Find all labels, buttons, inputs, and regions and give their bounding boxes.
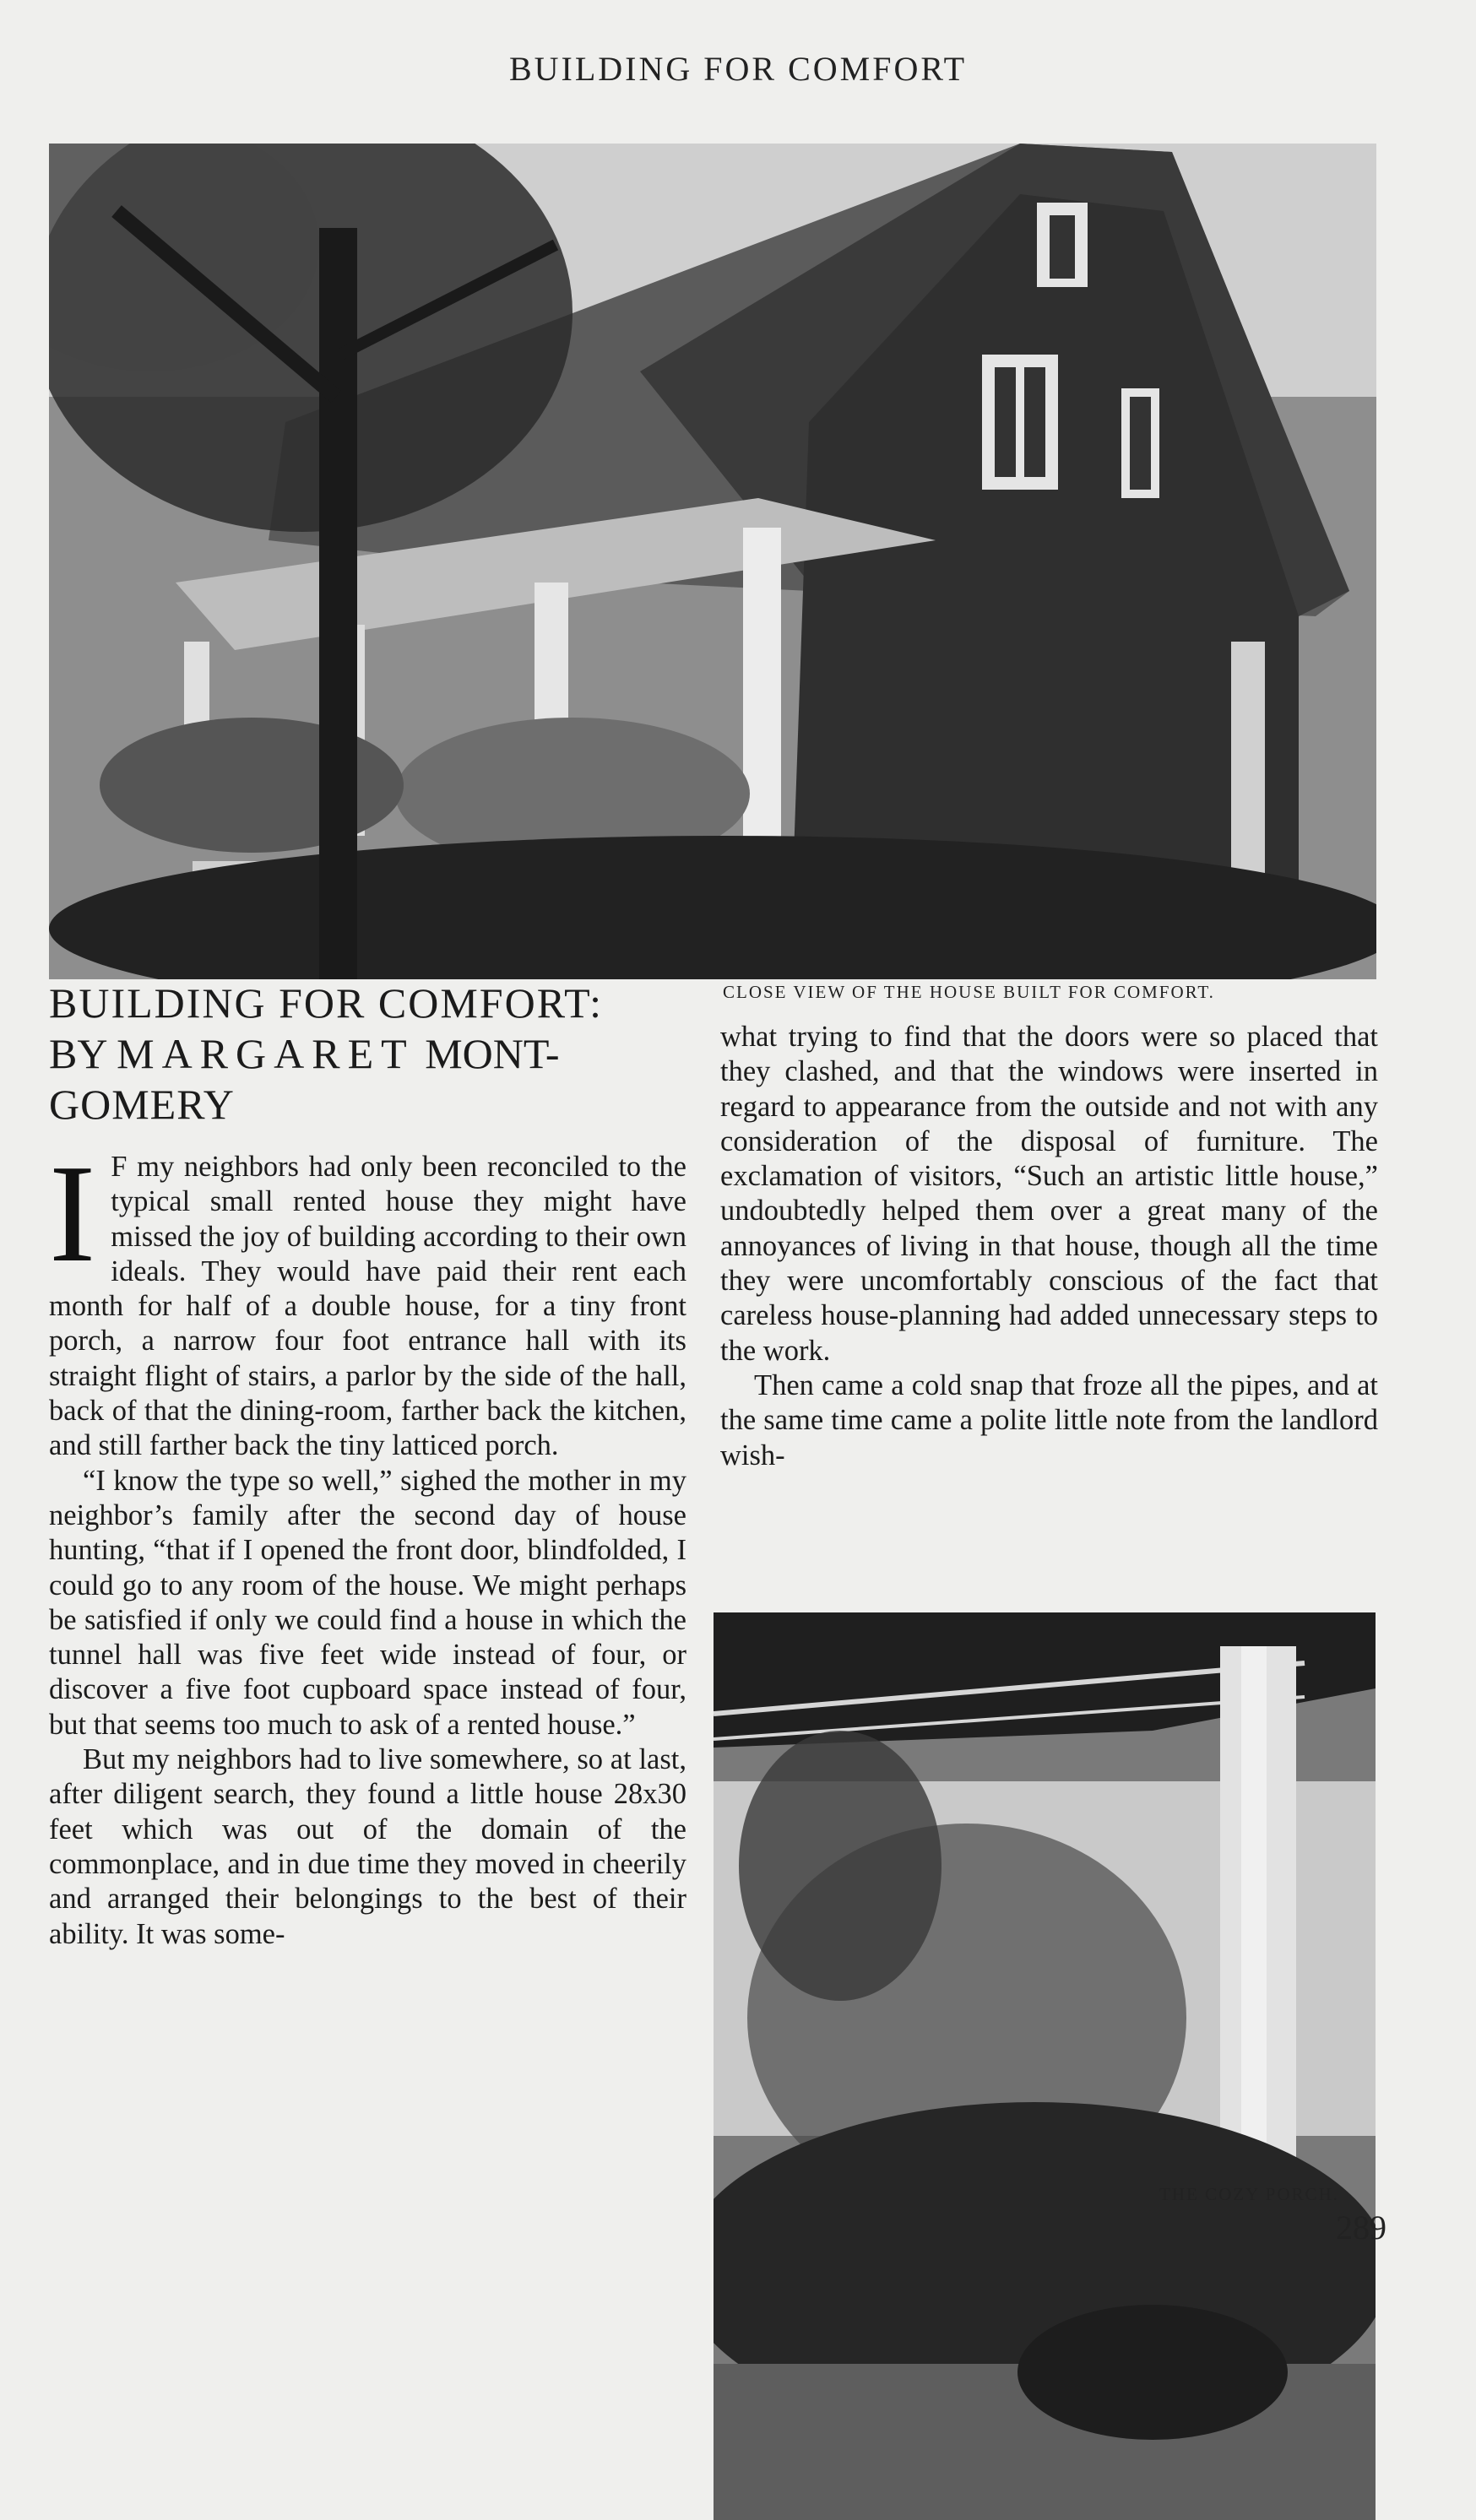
title-line-1: BUILDING FOR COMFORT: <box>49 979 604 1027</box>
porch-illustration <box>714 1612 1376 2520</box>
title-author-first: MARGARET <box>117 1030 415 1077</box>
left-column <box>49 1135 686 1952</box>
house-photo-caption: CLOSE VIEW OF THE HOUSE BUILT FOR COMFORT. <box>723 982 1215 1002</box>
paragraph-3: But my neighbors had to live somewhere, so at last, after diligent search, they found a little house 28x30 feet which was out of the domain of the commonplace, and in due time they moved in cheerily and arranged their belongings to the best of their ability. It was some- <box>49 1743 686 1950</box>
paragraph-4: what trying to find that the doors were so placed that they clashed, and that the windows were inserted in regard to appearance from the outside and not with any consideration of the disposal of furniture. The exclamation of visitors, “Such an artistic little house,” undoubtedly helped them over a great many of the annoyances of living in that house, though all the time they were uncomfortably conscious of the fact that careless house-planning had added unnecessary steps to the work. <box>720 1021 1378 1367</box>
paragraph-5: Then came a cold snap that froze all the pipes, and at the same time came a polite little note from the landlord wish- <box>720 1368 1378 1471</box>
page-number: 289 <box>1336 2208 1386 2246</box>
paragraph-2: “I know the type so well,” sighed the mother in my neighbor’s family after the second day of house hunting, “that if I opened the front door, blindfolded, I could go to any room of the house. We might perhaps be satisfied if only we could find a house in which the tunnel hall was five feet wide instead of four, or discover a five foot cupboard space instead of four, but that seems too much to ask of a rented house.” <box>49 1464 686 1741</box>
article-title <box>49 978 686 1130</box>
title-line-3: GOMERY <box>49 1081 235 1128</box>
paragraph-1 <box>49 1135 686 1464</box>
title-by: BY <box>49 1030 106 1077</box>
house-illustration <box>49 144 1376 979</box>
right-column <box>720 1020 1378 1473</box>
title-author-last-part: MONT- <box>425 1030 560 1077</box>
house-photo <box>49 144 1376 979</box>
porch-photo-caption: THE COZY PORCH. <box>1159 2184 1339 2204</box>
paragraph-1-text: F my neighbors had only been reconciled to the typical small rented house they might have missed the joy of building according to their own ideals. They would have paid their rent each month for half of a double house, for a tiny front porch, a narrow four foot entrance hall with its straight flight of stairs, a parlor by the side of the hall, back of that the dining-room, farther back the kitchen, and still farther back the tiny latticed porch. <box>49 1151 686 1462</box>
porch-photo <box>714 1612 1376 2520</box>
running-head: BUILDING FOR COMFORT <box>508 50 968 88</box>
title-line-2 <box>49 1028 686 1079</box>
drop-cap: I <box>49 1135 96 1291</box>
